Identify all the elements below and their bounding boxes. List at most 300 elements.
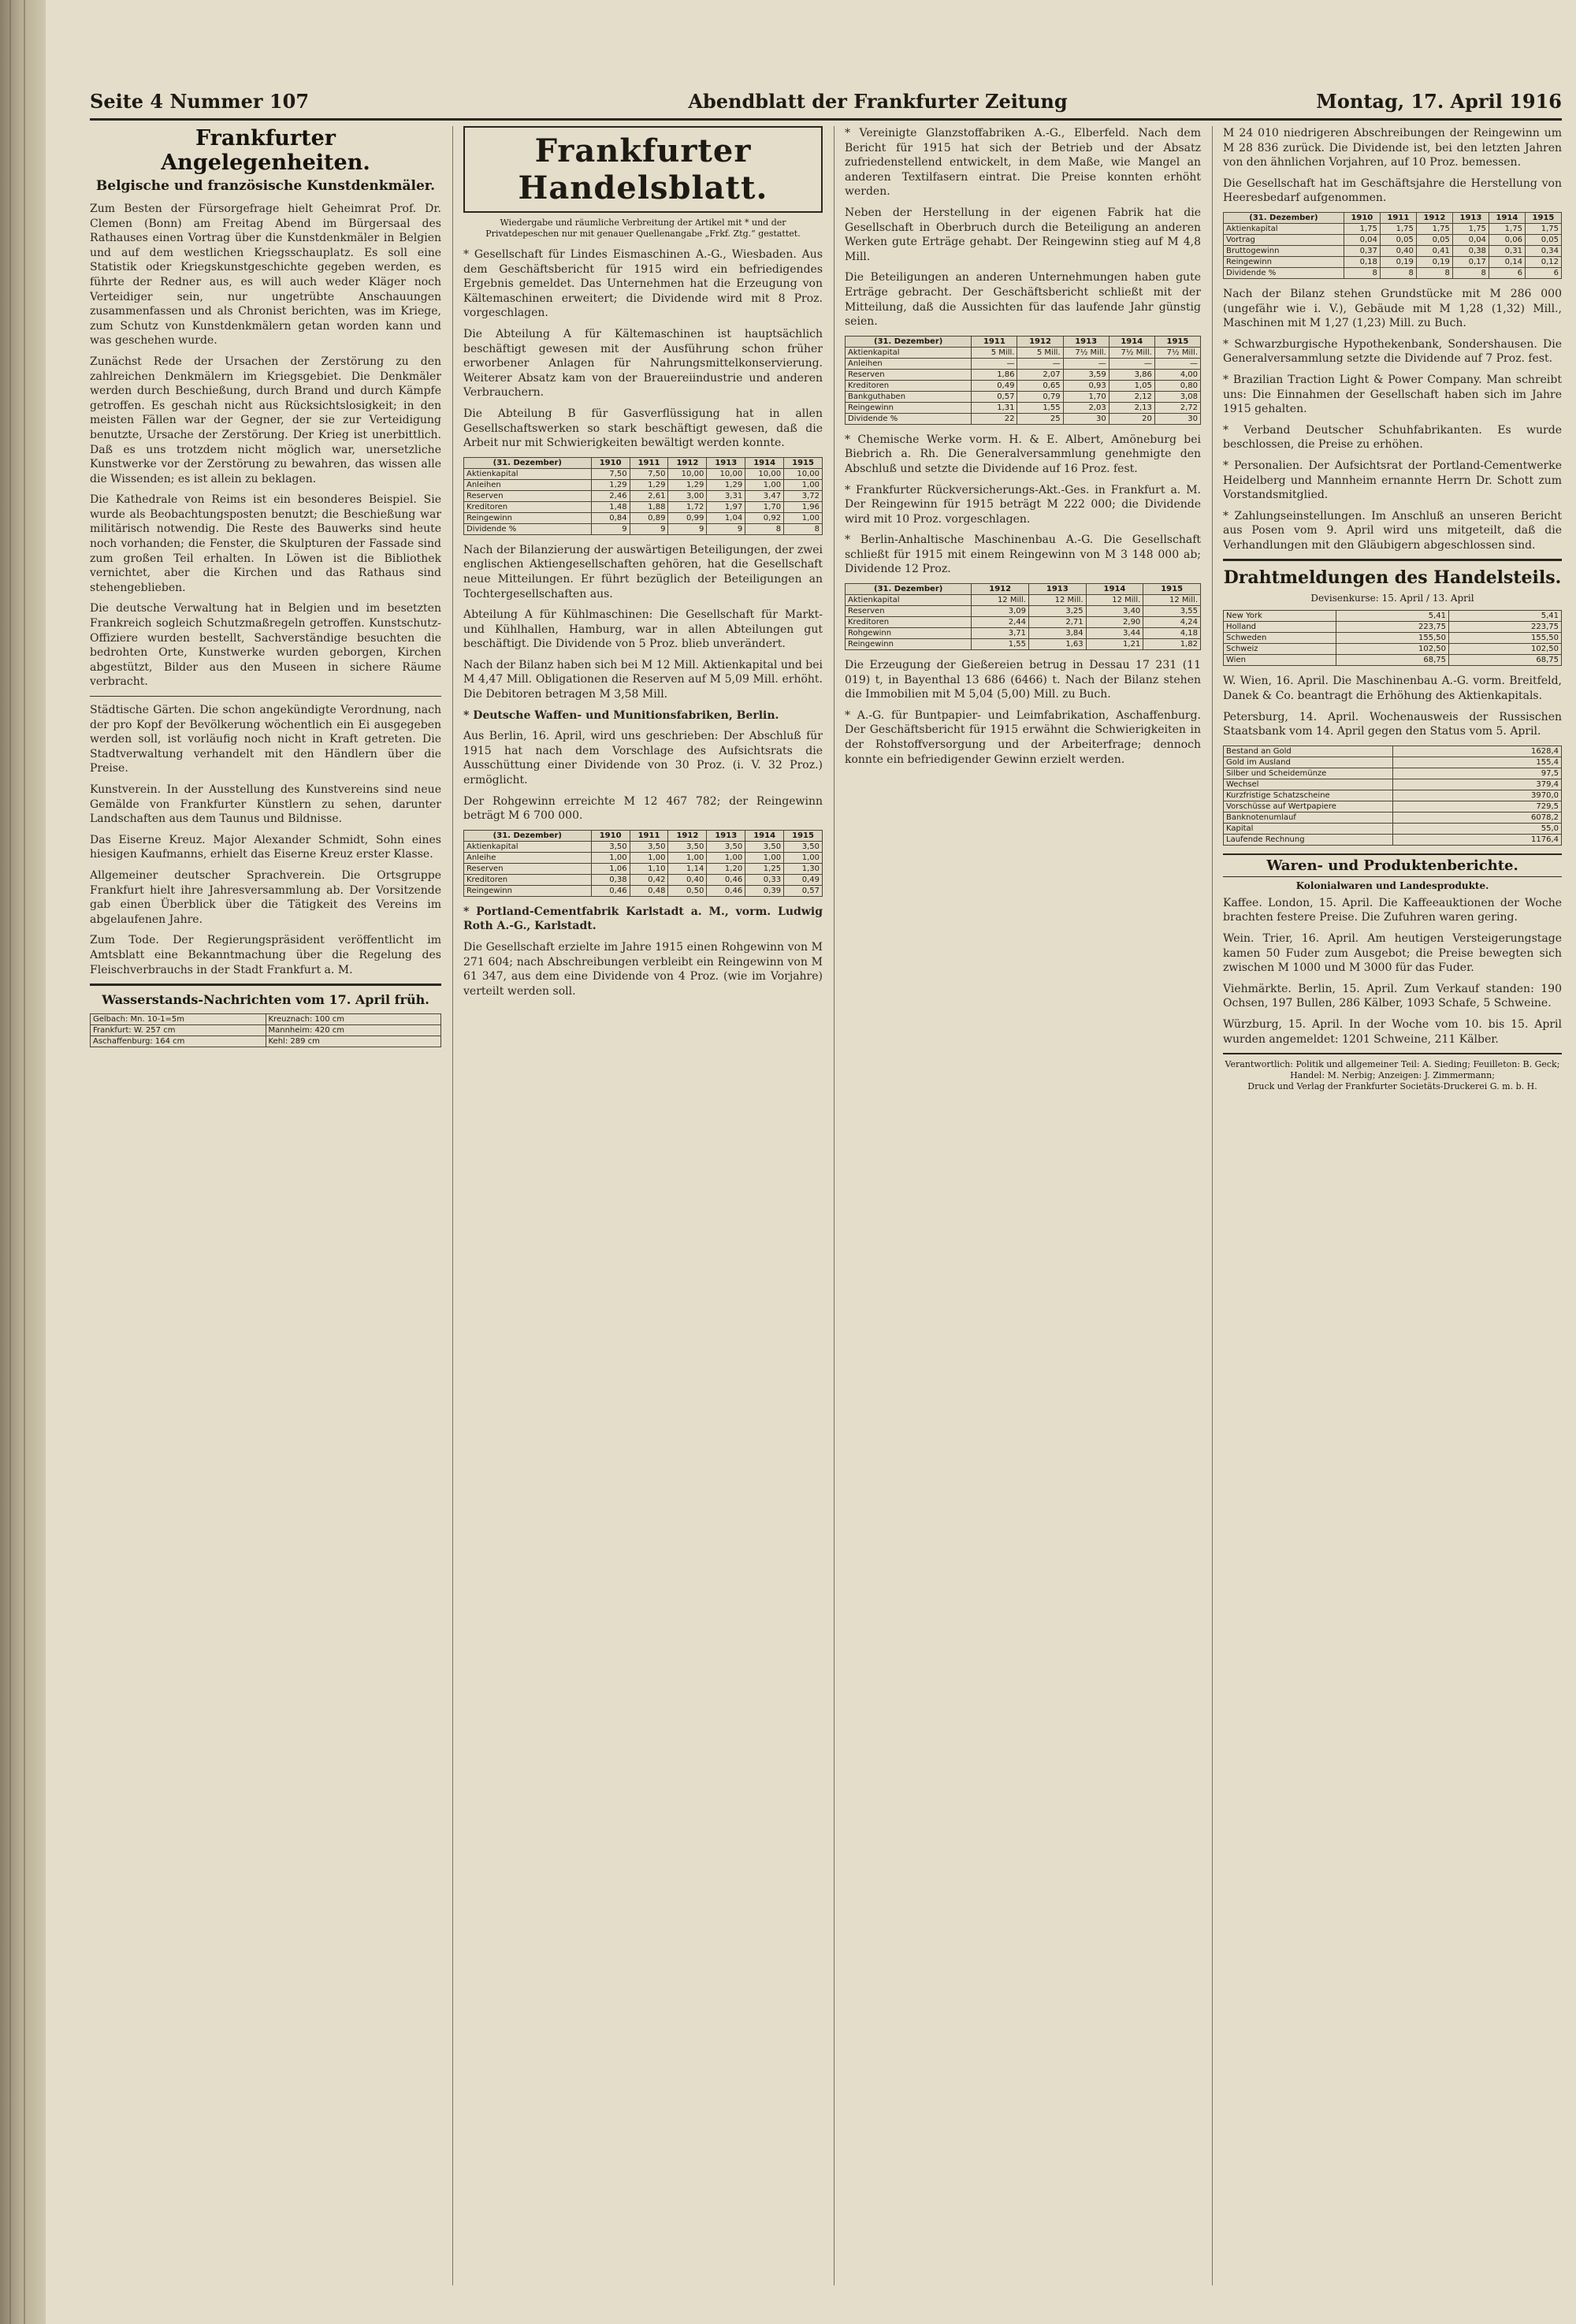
table-cell: 3,50	[668, 841, 707, 852]
table-cell: 0,39	[745, 885, 784, 896]
article-paragraph: Die Abteilung A für Kältemaschinen ist hauptsächlich beschäftigt gewesen mit der Ausführung schon früher erworbener Anlagen für Nahrungsmittelkonservierung. Weiterer Absatz kam von der Brauereiindustrie und anderen Verbrauchern.	[463, 327, 823, 400]
table-row	[464, 512, 823, 523]
table-cell: 1,82	[1143, 639, 1201, 650]
table-cell: Aschaffenburg: 164 cm	[91, 1036, 266, 1047]
table-header-row	[464, 830, 823, 841]
table-cell: 1,31	[972, 402, 1017, 413]
table-cell: 0,79	[1017, 391, 1063, 402]
article-paragraph: M 24 010 niedrigeren Abschreibungen der Reingewinn um M 28 836 zurück. Die Dividende ist, bei den letzten Jahren von den ähnlichen Vorjahren, auf 10 Proz. bemessen.	[1223, 127, 1562, 169]
article-paragraph: Zunächst Rede der Ursachen der Zerstörung zu den zahlreichen Denkmälern im Kriegsgebiet. Die Denkmäler werden durch Beschießung, durch Brand und durch Kämpfe getroffen. Es geschah nicht aus Rücksichtslosigkeit; in den meisten Fällen war der Gegner, der sie zur Verteidigung benutzte, Ursache der Zerstörung. Der Krieg ist unerbittlich. Daß es uns trotzdem nicht möglich war, unersetzliche Kunstwerke vor der Zerstörung zu bewahren, das wissen alle die Wissenden; es ist allein zu beklagen.	[90, 355, 441, 485]
table-row	[464, 841, 823, 852]
table-cell: Aktienkapital	[1224, 223, 1344, 234]
table-header-cell: 1913	[1452, 212, 1489, 223]
table-row	[1224, 644, 1562, 655]
table-cell: 9	[668, 523, 707, 534]
table-header-cell: 1914	[745, 830, 784, 841]
table-cell: 3,25	[1028, 606, 1086, 617]
balance-table	[1223, 212, 1562, 279]
table-cell: 1,20	[707, 863, 745, 874]
exchange-rates-heading: Devisenkurse: 15. April / 13. April	[1310, 593, 1474, 604]
table-header-cell: 1910	[591, 830, 630, 841]
article-paragraph: Die Beteiligungen an anderen Unternehmungen haben gute Erträge gebracht. Der Geschäftsbericht schließt mit der Mitteilung, daß die Aussichten für das laufende Jahr günstig seien.	[845, 271, 1201, 329]
table-cell: —	[1063, 358, 1109, 369]
article-paragraph: Wein. Trier, 16. April. Am heutigen Versteigerungstage kamen 50 Fuder zum Ausgebot; die Preise bewegten sich zwischen M 1000 und M 3000 für das Fuder.	[1223, 932, 1562, 975]
table-row	[846, 391, 1201, 402]
table-cell: Aktienkapital	[464, 841, 592, 852]
table-cell: 0,12	[1525, 256, 1561, 267]
table-cell: 1,29	[668, 479, 707, 490]
table-cell: 3,47	[745, 490, 784, 501]
table-cell: 2,61	[630, 490, 668, 501]
table-cell: 5 Mill.	[972, 347, 1017, 358]
table-row	[91, 1025, 441, 1036]
table-cell: 223,75	[1449, 622, 1562, 633]
article-paragraph: * Verband Deutscher Schuhfabrikanten. Es wurde beschlossen, die Preise zu erhöhen.	[1223, 423, 1562, 452]
table-cell: Aktienkapital	[846, 595, 972, 606]
table-cell: Anleihen	[464, 479, 592, 490]
table-cell: 0,05	[1416, 234, 1452, 245]
table-cell: 4,00	[1154, 369, 1200, 380]
table-row	[464, 490, 823, 501]
table-cell: 0,34	[1525, 245, 1561, 256]
article-paragraph: * Chemische Werke vorm. H. & E. Albert, Amöneburg bei Biebrich a. Rh. Die Generalversammlung genehmigte den Abschluß und setzte die Dividende auf 16 Proz. fest.	[845, 433, 1201, 475]
table-cell: 2,44	[972, 617, 1029, 628]
table-cell: 97,5	[1392, 768, 1562, 779]
table-cell: 379,4	[1392, 779, 1562, 790]
table-cell: 6	[1525, 267, 1561, 278]
table-cell: 0,92	[745, 512, 784, 523]
article-paragraph: Die Kathedrale von Reims ist ein besonderes Beispiel. Sie wurde als Beobachtungsposten benutzt; die Beschießung war militärisch notwendig. Die Reste des Bauwerks sind heute noch vorhanden; die Fenster, die Skulpturen der Fassade sind zum großen Teil erhalten. In Löwen ist die Bibliothek vernichtet, aber die Kirchen und das Rathaus sind stehengeblieben.	[90, 493, 441, 594]
table-cell: Dividende %	[846, 413, 972, 424]
table-cell: 1,00	[707, 852, 745, 863]
table-header-cell: 1914	[1086, 584, 1143, 595]
table-cell: 1,29	[707, 479, 745, 490]
table-cell: 0,93	[1063, 380, 1109, 391]
table-cell: 0,05	[1380, 234, 1416, 245]
table-cell: 1,55	[972, 639, 1029, 650]
commodity-subheading: Kolonialwaren und Landesprodukte.	[1295, 879, 1489, 891]
imprint-line: Verantwortlich: Politik und allgemeiner Teil: A. Sieding; Feuilleton: B. Geck; Handel: M. Nerbig; Anzeigen: J. Zimmermann;	[1225, 1059, 1560, 1081]
table-cell: Reingewinn	[464, 885, 592, 896]
table-header-cell: 1910	[1344, 212, 1380, 223]
article-subheading: * Portland-Cementfabrik Karlstadt a. M., vorm. Ludwig Roth A.-G., Karlstadt.	[463, 905, 823, 933]
table-cell: Kurzfristige Schatzscheine	[1224, 790, 1393, 801]
table-row	[1224, 779, 1562, 790]
masthead-rule	[90, 118, 1562, 121]
table-cell: 1,25	[745, 863, 784, 874]
table-row	[464, 501, 823, 512]
table-cell: 30	[1063, 413, 1109, 424]
table-cell: 0,04	[1344, 234, 1380, 245]
article-paragraph: Kunstverein. In der Ausstellung des Kunstvereins sind neue Gemälde von Frankfurter Künstlern zu sehen, darunter Landschaften aus dem Taunus und Bildnisse.	[90, 783, 441, 826]
table-cell: 9	[707, 523, 745, 534]
table-cell: Bestand an Gold	[1224, 746, 1393, 757]
table-cell: 2,90	[1086, 617, 1143, 628]
table-cell: 1,30	[784, 863, 823, 874]
table-cell: Gold im Ausland	[1224, 757, 1393, 768]
table-cell: 102,50	[1336, 644, 1449, 655]
table-cell: 1,75	[1489, 223, 1525, 234]
article-paragraph: Würzburg, 15. April. In der Woche vom 10. bis 15. April wurden angemeldet: 1201 Schweine, 211 Kälber.	[1223, 1018, 1562, 1046]
table-cell: 3,86	[1109, 369, 1154, 380]
balance-table	[845, 336, 1201, 425]
table-cell: Mannheim: 420 cm	[266, 1025, 441, 1036]
table-header-cell: 1915	[784, 830, 823, 841]
table-cell: Anleihen	[846, 358, 972, 369]
table-cell: 68,75	[1449, 655, 1562, 666]
table-cell: New York	[1224, 611, 1336, 622]
table-cell: Reingewinn	[464, 512, 592, 523]
table-cell: Anleihe	[464, 852, 592, 863]
table-cell: 1,72	[668, 501, 707, 512]
table-cell: —	[972, 358, 1017, 369]
table-cell: 3,50	[784, 841, 823, 852]
article-paragraph: Städtische Gärten. Die schon angekündigte Verordnung, nach der pro Kopf der Bevölkerung wöchentlich ein Ei ausgegeben werden soll, ist vorläufig noch nicht in Kraft getreten. Die Stadtverwaltung verhandelt mit den Händlern über die Preise.	[90, 704, 441, 775]
table-cell: 0,46	[707, 874, 745, 885]
table-row	[1224, 234, 1562, 245]
table-cell: 1,00	[668, 852, 707, 863]
table-row	[464, 852, 823, 863]
table-cell: 10,00	[784, 468, 823, 479]
article-paragraph: * Brazilian Traction Light & Power Company. Man schreibt uns: Die Einnahmen der Gesellschaft haben sich im Jahre 1915 gehalten.	[1223, 373, 1562, 416]
article-paragraph: Die Gesellschaft hat im Geschäftsjahre die Herstellung von Heeresbedarf aufgenommen.	[1223, 177, 1562, 205]
table-cell: 223,75	[1336, 622, 1449, 633]
table-row	[1224, 768, 1562, 779]
table-cell: 1,00	[784, 479, 823, 490]
table-cell: 0,50	[668, 885, 707, 896]
table-cell: 0,40	[1380, 245, 1416, 256]
balance-table	[463, 830, 823, 897]
table-header-cell: 1912	[668, 457, 707, 468]
table-cell: 4,18	[1143, 628, 1201, 639]
table-cell: 12 Mill.	[972, 595, 1029, 606]
article-paragraph: Das Eiserne Kreuz. Major Alexander Schmidt, Sohn eines hiesigen Kaufmanns, erhielt das Eiserne Kreuz erster Klasse.	[90, 833, 441, 861]
column-commerce-1	[463, 126, 823, 2285]
table-row	[846, 413, 1201, 424]
table-cell: 1,21	[1086, 639, 1143, 650]
table-cell: Schweden	[1224, 633, 1336, 644]
table-header-cell: (31. Dezember)	[846, 336, 972, 347]
table-cell: 0,57	[784, 885, 823, 896]
article-paragraph: * Gesellschaft für Lindes Eismaschinen A.-G., Wiesbaden. Aus dem Geschäftsbericht für 1915 wird ein befriedigendes Ergebnis gemeldet. Das Unternehmen hat die Erzeugung von Kältemaschinen erweitert; die Dividende wird mit 8 Proz. vorgeschlagen.	[463, 248, 823, 320]
column-separator	[452, 126, 453, 2285]
table-header-cell: 1915	[1143, 584, 1201, 595]
table-row	[846, 595, 1201, 606]
table-cell: 1,75	[1416, 223, 1452, 234]
article-paragraph: * Schwarzburgische Hypothekenbank, Sondershausen. Die Generalversammlung setzte die Dividende auf 7 Proz. fest.	[1223, 337, 1562, 366]
table-row	[1224, 812, 1562, 823]
table-cell: 102,50	[1449, 644, 1562, 655]
table-row	[846, 347, 1201, 358]
table-header-cell: (31. Dezember)	[464, 457, 592, 468]
table-cell: 1,63	[1028, 639, 1086, 650]
table-cell: 1,48	[591, 501, 630, 512]
issue-date: Montag, 17. April 1916	[1316, 90, 1562, 113]
table-cell: 0,33	[745, 874, 784, 885]
section-heading: Frankfurter Angelegenheiten.	[161, 126, 370, 175]
table-cell: 1176,4	[1392, 834, 1562, 845]
article-paragraph: Neben der Herstellung in der eigenen Fabrik hat die Gesellschaft in Oberbruch durch die Beteiligung an anderen Werken gute Erträge gehabt. Der Reingewinn stieg auf M 4,8 Mill.	[845, 206, 1201, 263]
article-paragraph: Nach der Bilanzierung der auswärtigen Beteiligungen, der zwei englischen Aktiengesellschaften gehören, hat die Gesellschaft neue Mitteilungen. Er führt bezüglich der Beteiligungen an Tochtergesellschaften aus.	[463, 543, 823, 601]
table-cell: 6	[1489, 267, 1525, 278]
table-cell: 155,50	[1449, 633, 1562, 644]
table-cell: 155,4	[1392, 757, 1562, 768]
table-cell: 3,71	[972, 628, 1029, 639]
table-cell: 0,04	[1452, 234, 1489, 245]
table-cell: 1,55	[1017, 402, 1063, 413]
table-cell: 5,41	[1449, 611, 1562, 622]
table-cell: 0,46	[591, 885, 630, 896]
table-cell: 1,00	[745, 479, 784, 490]
table-cell: Dividende %	[1224, 267, 1344, 278]
table-cell: 0,38	[1452, 245, 1489, 256]
table-cell: 1,96	[784, 501, 823, 512]
reprint-note: Wiedergabe und räumliche Verbreitung der Artikel mit * und der Privatdepeschen nur mit genauer Quellenangabe „Frkf. Ztg.“ gestattet.	[485, 218, 801, 239]
balance-table	[845, 583, 1201, 650]
table-cell: Rohgewinn	[846, 628, 972, 639]
table-cell: 3,55	[1143, 606, 1201, 617]
table-row	[1224, 622, 1562, 633]
table-cell: 20	[1109, 413, 1154, 424]
table-cell: Holland	[1224, 622, 1336, 633]
table-cell: Reserven	[464, 863, 592, 874]
table-header-cell: 1914	[745, 457, 784, 468]
table-cell: 2,12	[1109, 391, 1154, 402]
article-paragraph: W. Wien, 16. April. Die Maschinenbau A.-G. vorm. Breitfeld, Danek & Co. beantragt die Erhöhung des Aktienkapitals.	[1223, 675, 1562, 703]
table-cell: Reingewinn	[846, 639, 972, 650]
table-cell: 9	[630, 523, 668, 534]
table-cell: 1,04	[707, 512, 745, 523]
table-cell: 30	[1154, 413, 1200, 424]
table-row	[1224, 633, 1562, 644]
balance-table	[463, 457, 823, 535]
table-cell: 7½ Mill.	[1154, 347, 1200, 358]
newspaper-title: Abendblatt der Frankfurter Zeitung	[688, 90, 1068, 113]
table-cell: 1,75	[1525, 223, 1561, 234]
article-paragraph: Der Rohgewinn erreichte M 12 467 782; der Reingewinn beträgt M 6 700 000.	[463, 794, 823, 823]
table-cell: 3,50	[591, 841, 630, 852]
table-cell: 6078,2	[1392, 812, 1562, 823]
table-cell: —	[1154, 358, 1200, 369]
commodity-reports-heading: Waren- und Produktenberichte.	[1223, 853, 1562, 877]
state-bank-table	[1223, 746, 1562, 846]
table-cell: 12 Mill.	[1028, 595, 1086, 606]
table-cell: 8	[1380, 267, 1416, 278]
table-row	[91, 1036, 441, 1047]
table-header-cell: 1915	[1525, 212, 1561, 223]
table-cell: 3,40	[1086, 606, 1143, 617]
table-cell: Kreuznach: 100 cm	[266, 1014, 441, 1025]
water-levels-table	[90, 1013, 441, 1047]
table-cell: 0,65	[1017, 380, 1063, 391]
table-header-row	[846, 336, 1201, 347]
table-cell: 1,29	[630, 479, 668, 490]
article-paragraph: Die Abteilung B für Gasverflüssigung hat in allen Gesellschaftswerken so stark beschäftigt gewesen, daß die Arbeit nur mit Schwierigkeiten bewältigt werden konnte.	[463, 407, 823, 450]
table-header-cell: 1914	[1109, 336, 1154, 347]
table-cell: 0,19	[1380, 256, 1416, 267]
table-header-cell: (31. Dezember)	[1224, 212, 1344, 223]
table-cell: 2,03	[1063, 402, 1109, 413]
table-cell: 0,06	[1489, 234, 1525, 245]
table-cell: 9	[591, 523, 630, 534]
table-cell: 3,09	[972, 606, 1029, 617]
article-paragraph: Petersburg, 14. April. Wochenausweis der Russischen Staatsbank vom 14. April gegen den Status vom 5. April.	[1223, 710, 1562, 738]
table-row	[1224, 223, 1562, 234]
table-header-cell: (31. Dezember)	[846, 584, 972, 595]
article-paragraph: Die Gesellschaft erzielte im Jahre 1915 einen Rohgewinn von M 271 604; nach Abschreibungen verbleibt ein Reingewinn von M 61 347, aus dem eine Dividende von 4 Proz. (wie im Vorjahre) verteilt werden soll.	[463, 941, 823, 998]
table-cell: 1,86	[972, 369, 1017, 380]
table-cell: 3,84	[1028, 628, 1086, 639]
table-header-cell: 1915	[784, 457, 823, 468]
table-cell: 1628,4	[1392, 746, 1562, 757]
table-header-cell: 1915	[1154, 336, 1200, 347]
commerce-section-title: Frankfurter Handelsblatt.	[518, 132, 768, 206]
table-cell: 0,80	[1154, 380, 1200, 391]
article-paragraph: Die Erzeugung der Gießereien betrug in Dessau 17 231 (11 019) t, in Bayenthal 13 686 (6466) t. Nach der Bilanz stehen die Immobilien mit M 5,04 (5,00) Mill. zu Buch.	[845, 659, 1201, 701]
table-cell: 8	[784, 523, 823, 534]
article-paragraph: Zum Besten der Fürsorgefrage hielt Geheimrat Prof. Dr. Clemen (Bonn) am Freitag Abend im Bürgersaal des Rathauses einen Vortrag über die Kunstdenkmäler in Belgien und auf dem westlichen Kriegsschauplatz. Es soll eine Statistik oder Kriegskunstgeschichte gegeben werden, es führte der Redner aus, es will auch weder Kläger noch Verteidiger sein, nur ungetrübte Anschauungen zusammenfassen und als Chronist berichten, was im Kriege, zum Schutz von Kunstdenkmälern getan worden kann und was geschehen wurde.	[90, 203, 441, 348]
table-row	[1224, 790, 1562, 801]
article-paragraph: * Zahlungseinstellungen. Im Anschluß an unseren Bericht aus Posen vom 9. April wird uns mitgeteilt, daß die Verhandlungen mit den Gläubigern abgeschlossen sind.	[1223, 509, 1562, 552]
table-cell: Dividende %	[464, 523, 592, 534]
table-cell: 1,88	[630, 501, 668, 512]
commerce-title-box	[463, 126, 823, 213]
table-row	[464, 479, 823, 490]
table-cell: 0,84	[591, 512, 630, 523]
table-cell: Frankfurt: W. 257 cm	[91, 1025, 266, 1036]
column-local-news	[90, 126, 441, 2285]
table-cell: 3970,0	[1392, 790, 1562, 801]
table-cell: 0,48	[630, 885, 668, 896]
table-cell: 0,89	[630, 512, 668, 523]
table-cell: 3,50	[707, 841, 745, 852]
article-paragraph: * Berlin-Anhaltische Maschinenbau A.-G. Die Gesellschaft schließt für 1915 mit einem Reingewinn von M 3 148 000 ab; Dividende 12 Proz.	[845, 534, 1201, 576]
table-header-cell: 1914	[1489, 212, 1525, 223]
table-cell: 25	[1017, 413, 1063, 424]
table-cell: 3,72	[784, 490, 823, 501]
table-cell: 1,75	[1344, 223, 1380, 234]
table-cell: 3,08	[1154, 391, 1200, 402]
table-cell: 2,71	[1028, 617, 1086, 628]
table-cell: 8	[745, 523, 784, 534]
article-paragraph: Zum Tode. Der Regierungspräsident veröffentlicht im Amtsblatt eine Bekanntmachung über die Regelung des Fleischverbrauchs in der Stadt Frankfurt a. M.	[90, 934, 441, 976]
table-row	[1224, 611, 1562, 622]
table-cell: 1,10	[630, 863, 668, 874]
table-cell: 2,72	[1154, 402, 1200, 413]
divider	[1223, 559, 1562, 561]
table-cell: 0,42	[630, 874, 668, 885]
article-paragraph: * Personalien. Der Aufsichtsrat der Portland-Cementwerke Heidelberg und Mannheim ernannte Herrn Dr. Schott zum Vorstandsmitglied.	[1223, 459, 1562, 502]
table-cell: Wien	[1224, 655, 1336, 666]
table-cell: 12 Mill.	[1086, 595, 1143, 606]
table-cell: 1,00	[784, 512, 823, 523]
article-paragraph: Abteilung A für Kühlmaschinen: Die Gesellschaft für Markt- und Kühlhallen, Hamburg, war in allen Abteilungen gut beschäftigt. Die Dividende von 5 Proz. blieb unverändert.	[463, 608, 823, 651]
table-header-cell: 1912	[668, 830, 707, 841]
spine-line	[9, 0, 11, 2324]
table-cell: Laufende Rechnung	[1224, 834, 1393, 845]
page-spine	[0, 0, 46, 2324]
table-header-cell: 1911	[972, 336, 1017, 347]
article-paragraph: * Frankfurter Rückversicherungs-Akt.-Ges. in Frankfurt a. M. Der Reingewinn für 1915 beträgt M 222 000; die Dividende wird mit 10 Proz. vorgeschlagen.	[845, 483, 1201, 526]
section-subheading: Belgische und französische Kunstdenkmäler.	[95, 178, 436, 194]
table-cell: 1,14	[668, 863, 707, 874]
table-cell: 3,44	[1086, 628, 1143, 639]
table-cell: 0,37	[1344, 245, 1380, 256]
table-row	[846, 402, 1201, 413]
table-cell: 155,50	[1336, 633, 1449, 644]
table-cell: 0,18	[1344, 256, 1380, 267]
table-header-cell: 1913	[707, 457, 745, 468]
table-row	[846, 369, 1201, 380]
table-cell: 55,0	[1392, 823, 1562, 834]
table-cell: 0,41	[1416, 245, 1452, 256]
masthead	[90, 85, 1562, 126]
table-cell: Reserven	[846, 369, 972, 380]
table-cell: Wechsel	[1224, 779, 1393, 790]
table-header-cell: 1911	[630, 457, 668, 468]
table-row	[1224, 757, 1562, 768]
table-header-cell: 1911	[1380, 212, 1416, 223]
table-header-cell: 1910	[591, 457, 630, 468]
table-cell: 1,00	[630, 852, 668, 863]
table-cell: 0,14	[1489, 256, 1525, 267]
page-number-label: Seite 4 Nummer 107	[90, 90, 310, 113]
table-cell: Silber und Scheidemünze	[1224, 768, 1393, 779]
table-cell: Kapital	[1224, 823, 1393, 834]
table-header-row	[846, 584, 1201, 595]
table-cell: Kehl: 289 cm	[266, 1036, 441, 1047]
table-cell: 2,07	[1017, 369, 1063, 380]
table-row	[846, 380, 1201, 391]
table-header-row	[1224, 212, 1562, 223]
table-cell: 3,50	[745, 841, 784, 852]
table-cell: Kreditoren	[846, 617, 972, 628]
table-cell: 1,29	[591, 479, 630, 490]
table-cell: Vorschüsse auf Wertpapiere	[1224, 801, 1393, 812]
table-row	[1224, 834, 1562, 845]
article-paragraph: Nach der Bilanz haben sich bei M 12 Mill. Aktienkapital und bei M 4,47 Mill. Obligationen die Reserven auf M 5,09 Mill. erhöht. Die Debitoren betragen M 3,58 Mill.	[463, 658, 823, 701]
table-header-cell: 1913	[1028, 584, 1086, 595]
table-row	[846, 358, 1201, 369]
table-cell: 0,57	[972, 391, 1017, 402]
table-cell: 7½ Mill.	[1063, 347, 1109, 358]
table-row	[846, 617, 1201, 628]
table-cell: 1,00	[784, 852, 823, 863]
table-cell: Reingewinn	[846, 402, 972, 413]
table-cell: 0,17	[1452, 256, 1489, 267]
table-cell: 1,00	[591, 852, 630, 863]
table-header-cell: 1912	[1017, 336, 1063, 347]
article-paragraph: Nach der Bilanz stehen Grundstücke mit M 286 000 (ungefähr wie i. V.), Gebäude mit M 1,28 (1,32) Mill., Maschinen mit M 1,27 (1,23) Mill. zu Buch.	[1223, 287, 1562, 330]
table-header-cell: 1911	[630, 830, 668, 841]
table-header-row	[464, 457, 823, 468]
column-commerce-2	[845, 126, 1201, 2285]
table-cell: 12 Mill.	[1143, 595, 1201, 606]
imprint-line: Druck und Verlag der Frankfurter Societäts-Druckerei G. m. b. H.	[1247, 1081, 1537, 1092]
column-separator	[1212, 126, 1213, 2285]
table-cell: 2,13	[1109, 402, 1154, 413]
table-cell: 0,05	[1525, 234, 1561, 245]
table-cell: 3,00	[668, 490, 707, 501]
table-cell: 4,24	[1143, 617, 1201, 628]
table-cell: Kreditoren	[846, 380, 972, 391]
table-row	[464, 468, 823, 479]
table-cell: 1,75	[1380, 223, 1416, 234]
table-cell: 8	[1452, 267, 1489, 278]
table-cell: 729,5	[1392, 801, 1562, 812]
table-row	[1224, 823, 1562, 834]
table-cell: 68,75	[1336, 655, 1449, 666]
